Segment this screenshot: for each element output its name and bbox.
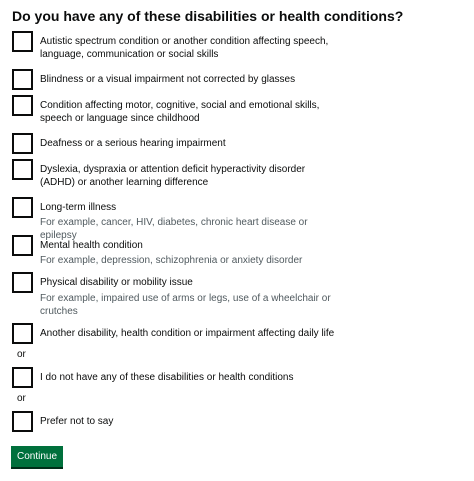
option-label: Physical disability or mobility issue xyxy=(40,277,193,288)
option-label: Mental health condition xyxy=(40,240,143,251)
checkbox[interactable] xyxy=(12,31,33,52)
continue-button[interactable]: Continue xyxy=(11,446,63,467)
checkbox[interactable] xyxy=(12,323,33,344)
checkbox[interactable] xyxy=(12,197,33,218)
checkbox[interactable] xyxy=(12,367,33,388)
checkbox[interactable] xyxy=(12,235,33,256)
option-label: I do not have any of these disabilities or health conditions xyxy=(40,372,294,383)
option-hint: For example, cancer, HIV, diabetes, chronic heart disease or epilepsy xyxy=(40,217,308,241)
option-hint: For example, depression, schizophrenia or anxiety disorder xyxy=(40,255,303,266)
option-label: Dyslexia, dyspraxia or attention deficit hyperactivity disorder (ADHD) or another learning difference xyxy=(40,164,306,188)
checkbox[interactable] xyxy=(12,133,33,154)
checkbox[interactable] xyxy=(12,95,33,116)
option-label: Prefer not to say xyxy=(40,416,114,427)
option-label: Long-term illness xyxy=(40,202,117,213)
or-divider: or xyxy=(17,349,26,360)
option-hint: For example, impaired use of arms or legs, use of a wheelchair or crutches xyxy=(40,293,331,317)
option-label: Another disability, health condition or impairment affecting daily life xyxy=(40,328,335,339)
option-label: Condition affecting motor, cognitive, social and emotional skills, speech or language since childhood xyxy=(40,100,320,124)
checkbox[interactable] xyxy=(12,69,33,90)
question-heading: Do you have any of these disabilities or health conditions? xyxy=(12,8,404,24)
checkbox[interactable] xyxy=(12,411,33,432)
or-divider: or xyxy=(17,393,26,404)
checkbox[interactable] xyxy=(12,272,33,293)
option-label: Autistic spectrum condition or another condition affecting speech, language, communication or social skills xyxy=(40,36,329,60)
option-label: Blindness or a visual impairment not corrected by glasses xyxy=(40,74,296,85)
option-label: Deafness or a serious hearing impairment xyxy=(40,138,226,149)
checkbox[interactable] xyxy=(12,159,33,180)
